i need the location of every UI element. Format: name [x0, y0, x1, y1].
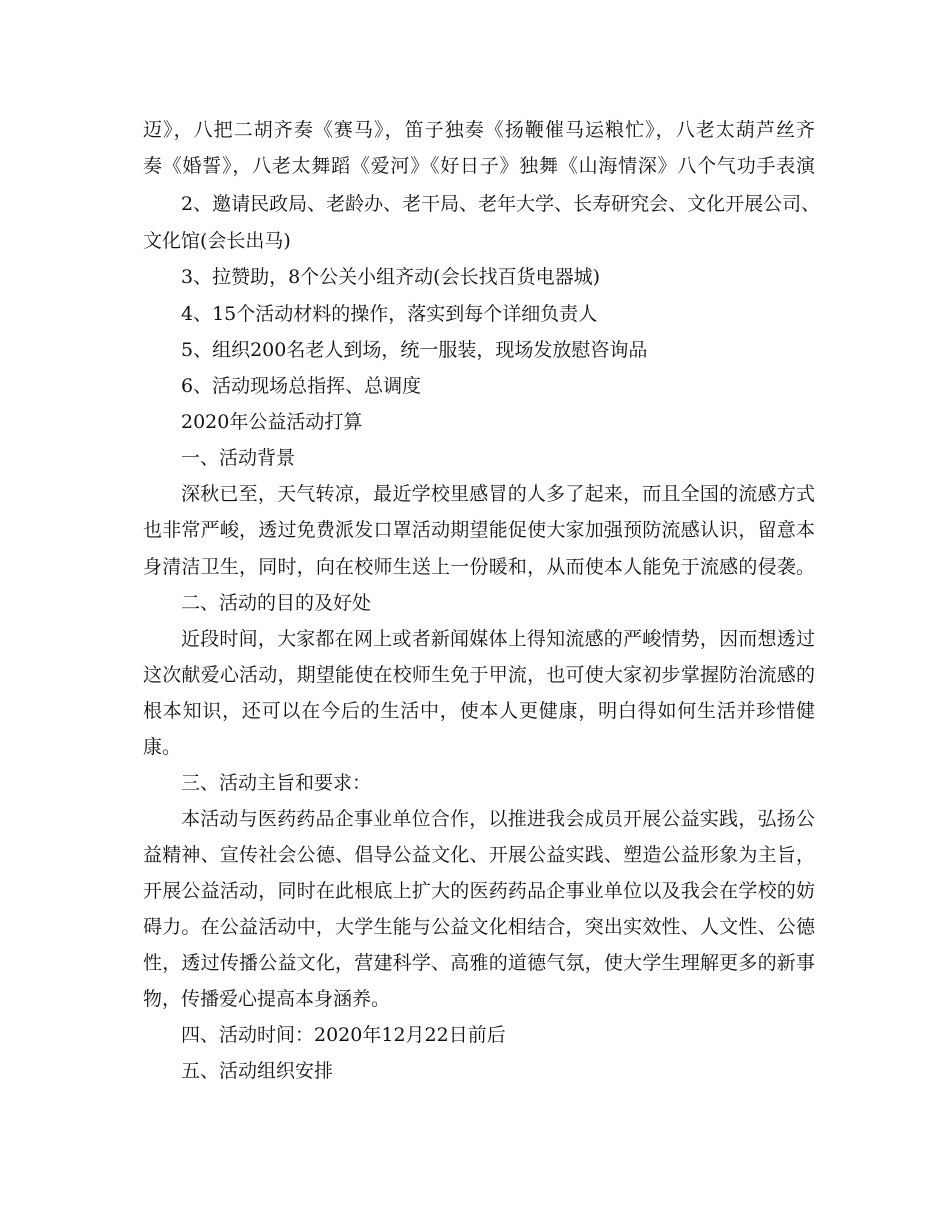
- text-line: 这次献爱心活动，期望能使在校师生免于甲流，也可使大家初步掌握防治流感的: [143, 664, 815, 686]
- text-line: 开展公益活动，同时在此根底上扩大的医药药品企事业单位以及我会在学校的妨: [143, 880, 815, 902]
- text-line: 康。: [143, 736, 182, 758]
- text-line: 碍力。在公益活动中，大学生能与公益文化相结合，突出实效性、人文性、公德: [143, 916, 815, 938]
- text-line: 本活动与医药药品企事业单位合作，以推进我会成员开展公益实践，弘扬公: [181, 808, 815, 830]
- text-line: 迈》，八把二胡齐奏《赛马》，笛子独奏《扬鞭催马运粮忙》，八老太葫芦丝齐: [143, 119, 815, 141]
- text-line: 奏《婚誓》，八老太舞蹈《爱河》《好日子》独舞《山海情深》八个气功手表演: [143, 155, 815, 177]
- text-line: 根本知识，还可以在今后的生活中，使本人更健康，明白得如何生活并珍惜健: [143, 700, 815, 722]
- section-heading: 2020年公益活动打算: [181, 411, 363, 433]
- text-line: 也非常严峻，透过免费派发口罩活动期望能促使大家加强预防流感认识，留意本: [143, 519, 815, 541]
- text-line: 益精神、宣传社会公德、倡导公益文化、开展公益实践、塑造公益形象为主旨，: [143, 844, 815, 866]
- section-heading: 五、活动组织安排: [181, 1060, 334, 1082]
- text-line: 物，传播爱心提高本身涵养。: [143, 988, 391, 1010]
- text-line: 性，透过传播公益文化，营建科学、高雅的道德气氛，使大学生理解更多的新事: [143, 952, 815, 974]
- text-line: 2、邀请民政局、老龄办、老干局、老年大学、长寿研究会、文化开展公司、: [181, 193, 821, 215]
- text-line: 3、拉赞助，8个公关小组齐动(会长找百货电器城): [181, 266, 601, 288]
- text-line: 身清洁卫生，同时，向在校师生送上一份暖和，从而使本人能免于流感的侵袭。: [143, 556, 815, 578]
- text-line: 文化馆(会长出马): [143, 230, 291, 252]
- text-line: 4、15个活动材料的操作，落实到每个详细负责人: [181, 303, 598, 325]
- section-heading: 二、活动的目的及好处: [181, 592, 372, 614]
- section-heading: 四、活动时间：2020年12月22日前后: [181, 1024, 506, 1046]
- text-line: 5、组织200名老人到场，统一服装，现场发放慰咨询品: [181, 339, 648, 361]
- text-line: 近段时间，大家都在网上或者新闻媒体上得知流感的严峻情势，因而想透过: [181, 628, 815, 650]
- text-line: 6、活动现场总指挥、总调度: [181, 375, 422, 397]
- section-heading: 一、活动背景: [181, 447, 296, 469]
- section-heading: 三、活动主旨和要求：: [181, 772, 372, 794]
- text-line: 深秋已至，天气转凉，最近学校里感冒的人多了起来，而且全国的流感方式: [181, 483, 815, 505]
